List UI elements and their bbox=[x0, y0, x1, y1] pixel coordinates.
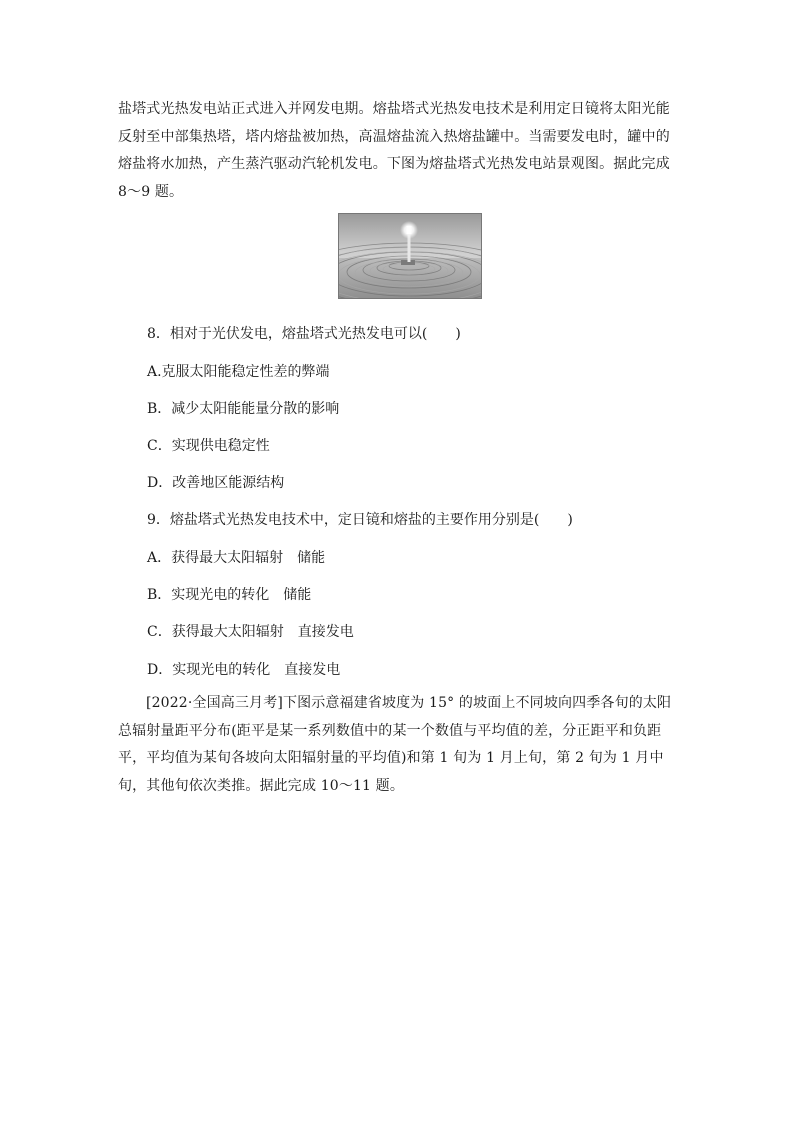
q9-stem: 9．熔盐塔式光热发电技术中，定日镜和熔盐的主要作用分别是( ) bbox=[147, 512, 573, 528]
next-question-intro: [2022·全国高三月考]下图示意福建省坡度为 15° 的坡面上不同坡向四季各旬的太阳总辐射量距平分布(距平是某一系列数值中的某一个数值与平均值的差，分正距平和负距平，平均值为某旬各坡向太阳辐射量的平均值)和第 1 旬为 1 月上旬，第 2 旬为 1 月中旬，其他旬依次类推。据此完成 10～11 题。 bbox=[118, 695, 672, 794]
intro-paragraph: 盐塔式光热发电站正式进入并网发电期。熔盐塔式光热发电技术是利用定日镜将太阳光能反射至中部集热塔，塔内熔盐被加热，高温熔盐流入热熔盐罐中。当需要发电时，罐中的熔盐将水加热，产生蒸汽驱动汽轮机发电。下图为熔盐塔式光热发电站景观图。据此完成 8～9 题。 bbox=[118, 101, 670, 200]
q8-option-a: A.克服太阳能稳定性差的弊端 bbox=[147, 364, 330, 380]
q8-option-b: B．减少太阳能能量分散的影响 bbox=[147, 401, 340, 417]
q8-option-c: C．实现供电稳定性 bbox=[147, 438, 270, 454]
solar-tower-photo-icon bbox=[339, 214, 482, 299]
q9-option-d: D．实现光电的转化 直接发电 bbox=[147, 662, 341, 678]
solar-tower-photo bbox=[338, 213, 482, 299]
q9-option-a: A．获得最大太阳辐射 储能 bbox=[147, 550, 326, 566]
q8-option-d: D．改善地区能源结构 bbox=[147, 475, 285, 491]
q9-option-b: B．实现光电的转化 储能 bbox=[147, 587, 312, 603]
q9-option-c: C．获得最大太阳辐射 直接发电 bbox=[147, 624, 354, 640]
q8-stem: 8．相对于光伏发电，熔盐塔式光热发电可以( ) bbox=[147, 326, 461, 342]
